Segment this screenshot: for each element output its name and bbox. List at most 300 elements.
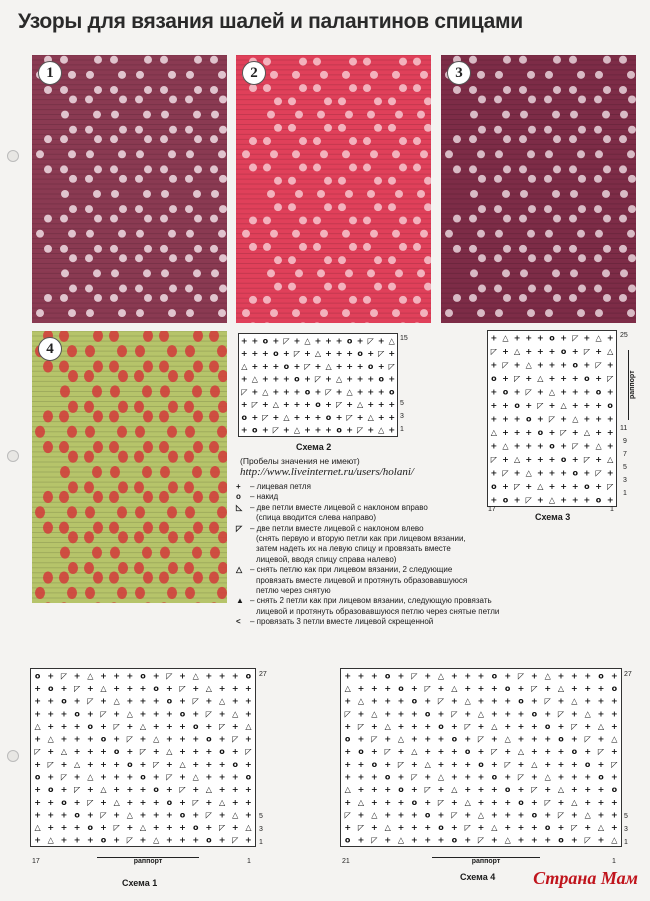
chart-symbol: o [491,772,498,782]
chart-symbol: o [504,683,511,693]
chart-symbol: + [388,400,396,410]
chart-symbol: △ [378,425,385,435]
chart-symbol: △ [611,734,618,744]
chart-symbol: + [100,747,107,757]
chart-symbol: + [570,772,578,782]
chart-symbol: + [437,785,445,795]
chart-symbol: o [611,785,618,795]
chart-symbol: △ [205,785,212,795]
chart-symbol: + [357,785,365,795]
chart-symbol: + [517,721,525,731]
scheme-1-rapport: раппорт [97,857,199,865]
chart-symbol: + [584,721,592,731]
legend-text: – две петли вместе лицевой с наклоном вправо [250,502,428,512]
chart-symbol: + [525,454,533,464]
chart-symbol: o [611,683,618,693]
chart-symbol: + [548,360,556,370]
chart-symbol: + [245,759,252,769]
chart-symbol: + [231,797,239,807]
chart-symbol: + [560,333,567,343]
chart-symbol: + [192,734,200,744]
chart-symbol: + [537,360,544,370]
chart-symbol: + [86,734,94,744]
chart-symbol: + [584,772,592,782]
chart-symbol: o [584,374,590,384]
chart-symbol: + [344,696,352,706]
chart-symbol: ◸ [100,810,107,820]
chart-symbol: + [73,823,81,833]
chart-symbol: + [126,696,134,706]
chart-symbol: o [525,414,532,424]
chart-symbol: + [410,823,418,833]
chart-symbol: △ [584,810,591,820]
chart-symbol: + [410,810,418,820]
chart-symbol: + [377,412,385,422]
chart-symbol: + [344,671,352,681]
chart-symbol: o [595,387,602,397]
chart-symbol: + [384,734,392,744]
chart-symbol: △ [548,387,556,397]
scheme-2-row-15: 15 [400,335,408,342]
chart-symbol: + [218,772,226,782]
chart-symbol: + [205,797,213,807]
chart-symbol: + [583,333,591,343]
chart-symbol: + [606,414,614,424]
scheme-4-row-5: 5 [624,813,628,820]
binder-hole-top [7,150,19,162]
chart-symbol: + [152,810,160,820]
chart-symbol: + [397,823,405,833]
chart-symbol: + [245,810,252,820]
chart-symbol: o [219,747,225,757]
chart-symbol: △ [557,785,565,795]
chart-symbol: ◸ [384,747,391,757]
chart-symbol: ◸ [531,683,538,693]
chart-symbol: ◸ [557,810,565,820]
chart-symbol: + [548,454,556,464]
blank-note: (Пробелы значения не имеют) [240,456,360,466]
chart-symbol: + [205,747,213,757]
chart-symbol: + [34,810,41,820]
chart-symbol: + [517,823,525,833]
chart-symbol: + [464,709,472,719]
chart-symbol: + [100,772,107,782]
chart-symbol: o [544,721,551,731]
chart-symbol: + [502,401,509,411]
chart-symbol: + [60,683,68,693]
chart-symbol: + [560,495,567,505]
chart-symbol: + [73,734,81,744]
chart-symbol: + [464,810,472,820]
chart-symbol: △ [584,709,591,719]
scheme-3-symbols [488,331,616,506]
chart-symbol: + [113,835,120,845]
legend-text: – снять петлю как при лицевом вязании, 2 следующие [250,565,453,575]
chart-symbol: o [411,797,418,807]
chart-symbol: + [370,785,378,795]
chart-symbol: + [73,835,81,845]
chart-symbol: ◸ [47,759,54,769]
chart-symbol: o [424,709,431,719]
chart-symbol: + [584,785,592,795]
chart-symbol: o [206,734,212,744]
chart-symbol: + [525,374,533,384]
scheme-4-rapport: раппорт [432,857,540,865]
chart-symbol: △ [397,835,405,845]
chart-symbol: + [245,785,252,795]
chart-symbol: o [166,696,173,706]
chart-symbol: + [100,759,107,769]
chart-symbol: + [231,747,239,757]
chart-symbol: o [398,785,404,795]
chart-symbol: o [464,747,471,757]
chart-symbol: △ [504,734,511,744]
chart-symbol: + [47,810,55,820]
chart-symbol: ◸ [477,734,485,744]
chart-symbol: + [584,671,592,681]
chart-symbol: + [530,696,538,706]
chart-symbol: + [384,759,392,769]
chart-symbol: ◸ [411,671,418,681]
chart-symbol: o [273,349,279,359]
chart-symbol: o [598,671,604,681]
chart-symbol: + [344,772,352,782]
scheme-1-row-27: 27 [259,671,267,678]
pattern-photo-3 [441,55,636,323]
chart-symbol: + [595,347,602,357]
chart-symbol: ◸ [571,823,578,833]
chart-symbol: △ [572,414,579,424]
scheme-4-grid [340,668,622,847]
chart-symbol: o [560,454,567,464]
chart-symbol: + [450,671,458,681]
chart-symbol: △ [451,683,458,693]
chart-symbol: + [293,387,301,397]
chart-symbol: + [490,759,498,769]
chart-symbol: + [517,683,525,693]
chart-symbol: + [261,400,269,410]
chart-symbol: o [87,823,94,833]
chart-symbol: o [544,823,551,833]
chart-symbol: + [597,785,605,795]
legend-text: (снять первую и вторую петли как при лицевом вязании, [256,534,466,544]
chart-symbol: + [86,709,94,719]
legend-row [236,565,536,575]
chart-symbol: + [272,336,280,346]
chart-symbol: + [377,400,385,410]
chart-symbol: △ [205,683,212,693]
chart-symbol: + [356,361,364,371]
photo-number-4: 4 [38,337,62,361]
chart-symbol: + [597,835,605,845]
legend-symbol: ◸ [236,523,243,533]
chart-symbol: + [504,823,512,833]
chart-symbol: + [240,374,248,384]
chart-symbol: + [113,709,120,719]
chart-symbol: + [384,810,392,820]
chart-symbol: + [595,414,602,424]
binder-hole-middle [7,450,19,462]
chart-symbol: + [86,683,94,693]
chart-symbol: + [530,747,538,757]
chart-symbol: o [87,721,94,731]
chart-symbol: + [218,671,226,681]
chart-symbol: + [477,823,485,833]
chart-symbol: + [60,835,68,845]
chart-symbol: o [61,696,67,706]
chart-symbol: + [356,336,364,346]
chart-symbol: + [86,759,94,769]
chart-symbol: + [583,387,591,397]
chart-symbol: △ [34,823,41,833]
legend-symbol: △ [236,565,243,575]
chart-symbol: + [424,747,432,757]
chart-symbol: o [232,759,238,769]
chart-symbol: ◸ [548,414,556,424]
chart-symbol: + [464,734,472,744]
chart-symbol: + [152,747,160,757]
chart-symbol: + [537,347,544,357]
chart-symbol: o [514,401,520,411]
chart-symbol: o [336,425,342,435]
chart-symbol: + [370,683,378,693]
chart-symbol: + [557,823,565,833]
chart-symbol: ◸ [314,374,322,384]
chart-symbol: + [304,400,311,410]
chart-symbol: + [548,468,556,478]
chart-symbol: o [572,468,579,478]
chart-symbol: + [344,759,352,769]
chart-symbol: ◸ [218,721,226,731]
chart-symbol: △ [325,361,332,371]
chart-symbol: + [370,696,378,706]
chart-symbol: △ [47,734,54,744]
chart-symbol: + [490,810,498,820]
chart-symbol: + [388,425,396,435]
chart-symbol: + [293,400,301,410]
chart-symbol: + [450,747,458,757]
chart-symbol: + [370,721,378,731]
chart-symbol: + [245,683,252,693]
chart-symbol: + [152,671,160,681]
chart-symbol: o [245,772,252,782]
chart-symbol: ◸ [514,374,521,384]
chart-symbol: + [231,696,239,706]
chart-symbol: + [34,797,41,807]
scheme-4-row-1: 1 [624,839,628,846]
chart-symbol: + [544,835,552,845]
chart-symbol: △ [153,734,160,744]
chart-symbol: + [357,734,365,744]
chart-symbol: + [283,425,290,435]
scheme-1-col-left: 17 [32,858,40,865]
chart-symbol: + [346,374,353,384]
chart-symbol: △ [371,810,378,820]
chart-symbol: o [241,412,248,422]
chart-symbol: o [357,349,363,359]
chart-symbol: ◸ [572,333,579,343]
chart-symbol: + [490,401,498,411]
chart-symbol: + [346,361,353,371]
chart-symbol: o [378,374,384,384]
chart-symbol: + [34,696,41,706]
chart-symbol: + [490,468,498,478]
legend-text: петлю через снятую [256,586,331,596]
chart-symbol: + [245,734,252,744]
chart-symbol: △ [502,333,509,343]
chart-symbol: ◸ [607,374,614,384]
chart-symbol: + [537,333,544,343]
chart-symbol: ◸ [232,835,239,845]
chart-symbol: + [113,785,120,795]
chart-symbol: ◸ [437,696,445,706]
legend-row [236,586,536,596]
chart-symbol: △ [451,785,458,795]
chart-symbol: + [584,683,592,693]
chart-symbol: + [410,785,418,795]
scheme-2-label: Схема 2 [296,442,332,452]
chart-symbol: + [139,683,147,693]
chart-symbol: o [245,671,252,681]
chart-symbol: + [335,361,343,371]
chart-symbol: + [139,797,147,807]
chart-symbol: + [504,671,512,681]
legend-text: – накид [250,492,279,502]
chart-symbol: △ [245,823,252,833]
chart-symbol: + [261,425,269,435]
chart-symbol: + [557,747,565,757]
chart-symbol: + [597,696,605,706]
chart-symbol: △ [192,772,199,782]
chart-symbol: + [477,797,485,807]
chart-symbol: ◸ [437,797,445,807]
chart-symbol: + [367,349,375,359]
chart-symbol: + [231,772,239,782]
pattern-photo-4 [32,331,227,603]
chart-symbol: + [548,347,556,357]
chart-symbol: + [314,387,322,397]
chart-symbol: o [491,671,498,681]
chart-symbol: ◸ [60,772,68,782]
chart-symbol: △ [490,427,497,437]
chart-symbol: o [344,835,351,845]
chart-symbol: + [86,835,94,845]
chart-symbol: o [153,683,159,693]
chart-symbol: o [344,734,351,744]
chart-symbol: + [537,468,544,478]
chart-symbol: + [314,412,322,422]
chart-symbol: + [261,374,269,384]
legend-text: лицевой и протянуть образовавшуюся петлю через снятые петли [256,606,500,616]
chart-symbol: + [490,683,498,693]
chart-symbol: △ [388,336,395,346]
chart-symbol: o [491,374,497,384]
chart-symbol: ◸ [607,481,614,491]
chart-symbol: + [325,425,332,435]
chart-symbol: + [34,709,41,719]
chart-symbol: + [166,823,173,833]
chart-symbol: △ [344,785,351,795]
chart-symbol: ◸ [357,823,365,833]
chart-symbol: + [504,721,512,731]
chart-symbol: + [525,441,533,451]
chart-symbol: + [450,823,458,833]
chart-symbol: + [100,671,107,681]
pattern-photo-2 [236,55,431,323]
scheme-3-row-11: 11 [620,425,628,432]
scheme-3-row-3: 3 [623,477,627,484]
chart-symbol: + [560,387,567,397]
chart-symbol: △ [491,823,498,833]
chart-symbol: + [397,797,405,807]
chart-symbol: + [370,772,378,782]
chart-symbol: △ [514,347,521,357]
scheme-3-row-25: 25 [620,332,628,339]
chart-symbol: + [610,721,618,731]
chart-symbol: + [384,709,392,719]
chart-symbol: △ [245,721,252,731]
legend-row [236,482,536,492]
chart-symbol: + [126,671,134,681]
chart-symbol: + [261,349,269,359]
chart-symbol: △ [491,721,498,731]
photo-number-2: 2 [242,61,266,85]
chart-symbol: o [595,495,602,505]
scheme-1-label: Схема 1 [122,878,158,888]
chart-symbol: o [424,810,431,820]
chart-symbol: + [525,427,533,437]
chart-symbol: + [571,401,579,411]
legend-row [236,513,536,523]
chart-symbol: + [490,709,498,719]
chart-symbol: △ [192,671,199,681]
chart-symbol: △ [304,336,311,346]
chart-symbol: + [571,481,579,491]
chart-symbol: ◸ [272,425,279,435]
lace-photo-image [32,55,227,323]
chart-symbol: + [517,734,525,744]
chart-symbol: + [477,721,485,731]
chart-symbol: + [502,454,509,464]
chart-symbol: o [438,721,444,731]
chart-symbol: △ [87,671,94,681]
chart-symbol: + [570,734,578,744]
chart-symbol: o [584,759,591,769]
chart-symbol: + [100,797,107,807]
chart-symbol: △ [571,696,578,706]
chart-symbol: + [517,810,525,820]
chart-symbol: △ [357,696,365,706]
chart-symbol: + [272,361,280,371]
chart-symbol: + [166,759,173,769]
chart-symbol: o [371,759,378,769]
chart-symbol: + [490,696,498,706]
chart-symbol: + [166,721,173,731]
chart-symbol: + [205,772,213,782]
chart-symbol: + [240,425,248,435]
chart-symbol: △ [595,441,602,451]
chart-symbol: + [410,683,418,693]
chart-symbol: + [357,683,365,693]
chart-symbol: ◸ [74,785,81,795]
chart-symbol: o [531,810,538,820]
chart-symbol: + [570,709,578,719]
chart-symbol: ◸ [371,734,378,744]
chart-symbol: + [139,696,147,706]
chart-symbol: + [513,387,521,397]
scheme-1-row-5: 5 [259,813,263,820]
chart-symbol: + [437,759,445,769]
